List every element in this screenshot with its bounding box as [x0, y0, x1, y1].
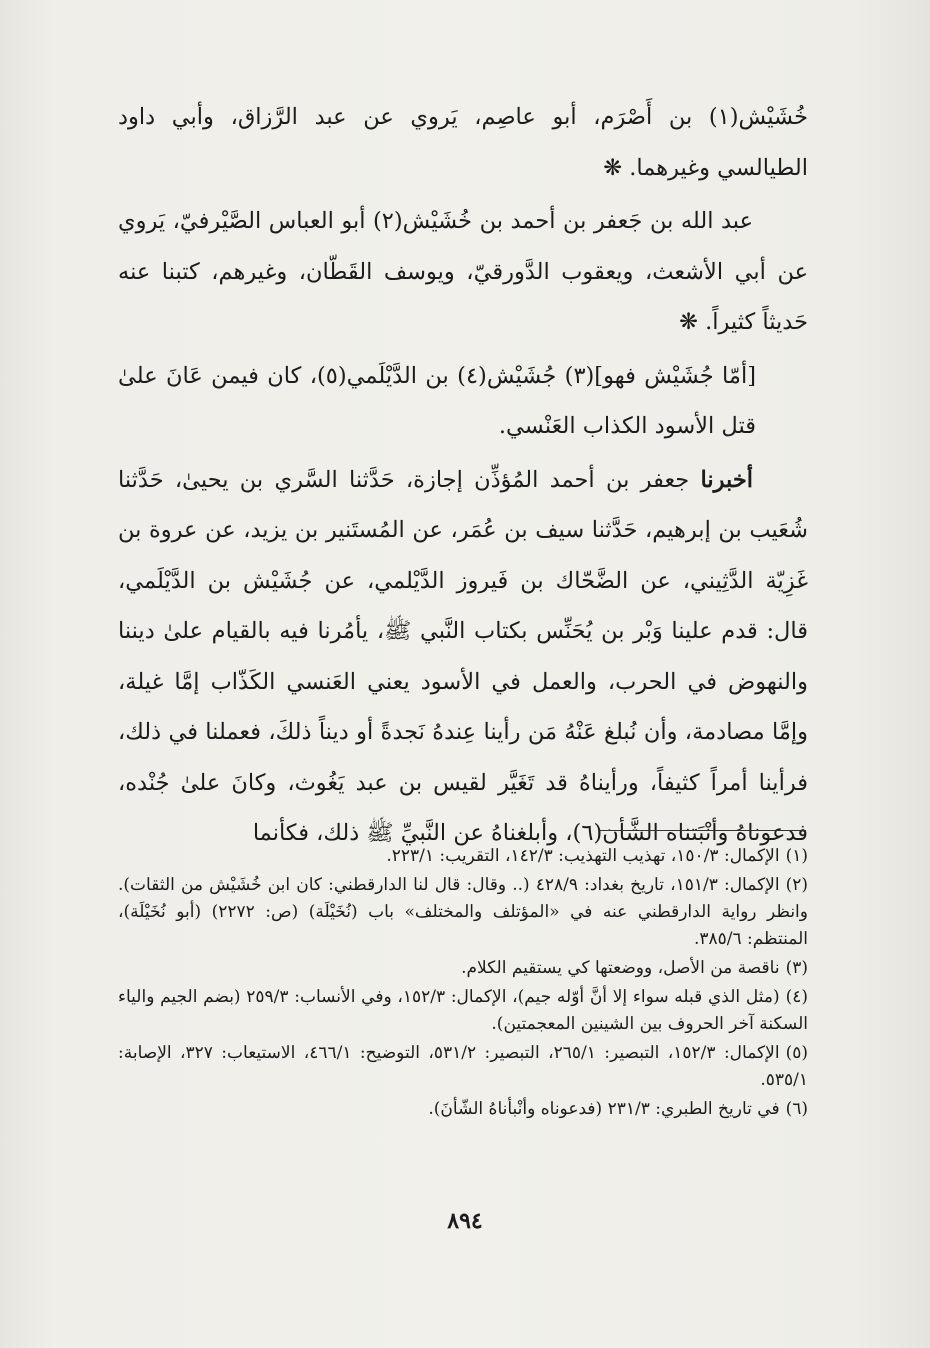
footnote-text: الإكمال: ١٥٠/٣، تهذيب التهذيب: ١٤٢/٣، التقريب: ٢٢٣/١.: [386, 846, 780, 866]
footnote-1: [118, 843, 808, 870]
footnote-number: (١): [785, 846, 808, 866]
footnote-2: [118, 872, 808, 953]
footnote-5: [118, 1040, 808, 1094]
paragraph-text: خُشَيْش(١) بن أَصْرَم، أبو عاصِم، يَروي عن عبد الرَّزاق، وأبي داود الطيالسي وغيرهما. ❋: [118, 104, 808, 181]
paragraph-jushaysh: [118, 351, 808, 452]
main-text: [118, 92, 808, 862]
footnote-4: [118, 984, 808, 1038]
footnotes: [118, 843, 808, 1125]
footnote-text: ناقصة من الأصل، ووضعتها كي يستقيم الكلام.: [461, 958, 780, 978]
footnote-separator: [598, 830, 806, 831]
paragraph-text: جعفر بن أحمد المُؤذِّن إجازة، حَدَّثنا السَّري بن يحيىٰ، حَدَّثنا شُعَيب بن إبرهيم، حَدَّثنا سيف بن عُمَر، عن المُستَنير بن يزيد، عن عروة بن غَزِيّة الدَّثِيني، عن الضَّحّاك بن فَيروز الدَّيْلمي، عن جُشَيْش بن الدَّيْلَمي، قال: قدم علينا وَبْر بن يُحَنِّس بكتاب النَّبي ﷺ، يأمُرنا فيه بالقيام علىٰ ديننا والنهوض في الحرب، والعمل في الأسود يعني العَنسي الكَذّاب إمَّا غيلة، وإمَّا مصادمة، وأن نُبلغ عَنْهُ مَن رأينا عِندهُ نَجدةً أو ديناً ذلكَ، فعملنا في ذلك، فرأينا أمراً كثيفاً، ورأيناهُ قد تَغَيَّر لقيس بن عبد يَغُوث، وكانَ علىٰ جُنْده، فدعوناهُ وأنْبَتناه الشَّأن(٦)، وأبلغناهُ عن النَّبيِّ ﷺ ذلك، فكأنما: [118, 466, 808, 846]
footnote-6: [118, 1096, 808, 1123]
footnote-number: (٥): [785, 1043, 808, 1063]
footnote-text: (مثل الذي قبله سواء إلا أنَّ أوّله جيم)، الإكمال: ١٥٢/٣، وفي الأنساب: ٢٥٩/٣ (بضم الجيم والياء السكنة آخر الحروف بين الشينين المعجمتين).: [118, 987, 808, 1034]
paragraph-isnad: [118, 455, 808, 859]
footnote-text: الإكمال: ١٥١/٣، تاريخ بغداد: ٤٢٨/٩ (.. وقال: قال لنا الدارقطني: كان ابن خُشَيْش من الثقات). وانظر رواية الدارقطني عنه في «المؤتلف والمختلف» باب (نُخَيْلَة) (ص: ٢٢٧٢) (أبو نُخَيْلَة)، المنتظم: ٣٨٥/٦.: [118, 875, 808, 949]
footnote-number: (٣): [785, 958, 808, 978]
paragraph-text: عبد الله بن جَعفر بن أحمد بن خُشَيْش(٢) أبو العباس الصَّيْرفيّ، يَروي عن أبي الأشعث، ويعقوب الدَّورقيّ، ويوسف القَطّان، وغيرهم، كتبنا عنه حَديثاً كثيراً. ❋: [118, 208, 808, 335]
lead-word: أخبرنا: [700, 466, 753, 493]
footnote-number: (٢): [785, 875, 808, 895]
paragraph-text: [أمّا جُشَيْش فهو](٣) جُشَيْش(٤) بن الدَّيْلَمي(٥)، كان فيمن عَانَ علىٰ قتل الأسود الكذاب العَنْسي.: [118, 362, 756, 439]
footnote-number: (٤): [785, 987, 808, 1007]
footnote-number: (٦): [785, 1099, 808, 1119]
paragraph-abdullah: [118, 196, 808, 348]
footnote-text: في تاريخ الطبري: ٢٣١/٣ (فدعوناه وأنْبأناهُ الشّأنَ).: [428, 1099, 780, 1119]
footnote-3: [118, 955, 808, 982]
page-number: ٨٩٤: [447, 1208, 483, 1234]
paragraph-khushaysh: [118, 92, 808, 193]
footnote-text: الإكمال: ١٥٢/٣، التبصير: ٢٦٥/١، التبصير: ٥٣١/٢، التوضيح: ٤٦٦/١، الاستيعاب: ٣٢٧، الإصابة: ٥٣٥/١.: [118, 1043, 808, 1090]
